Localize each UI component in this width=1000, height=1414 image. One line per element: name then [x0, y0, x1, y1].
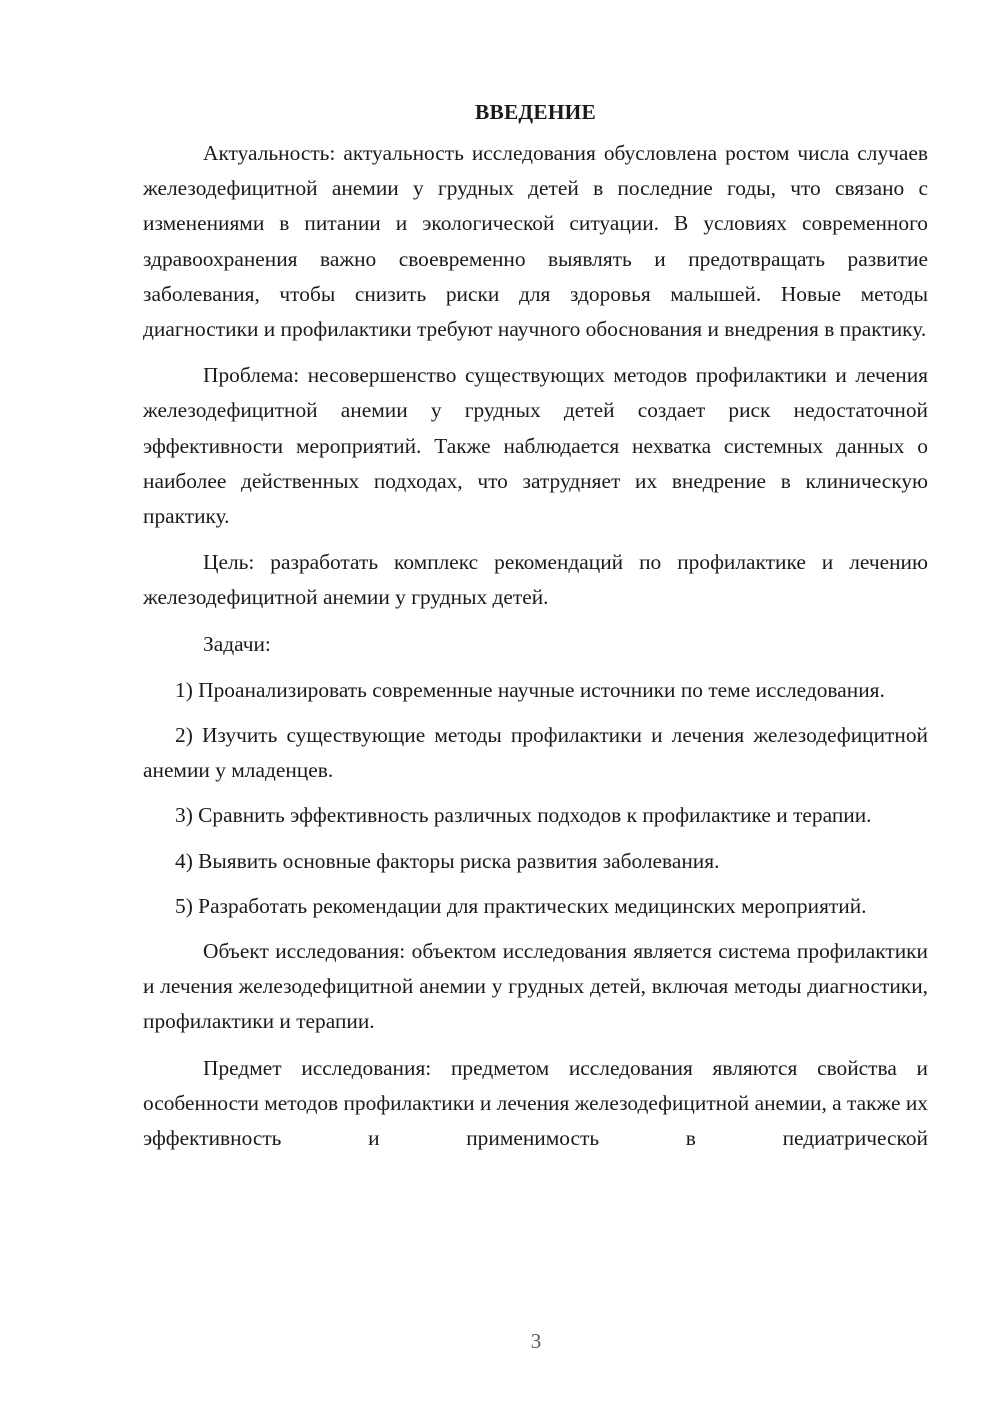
task-item: 4) Выявить основные факторы риска развития заболевания.: [175, 848, 720, 873]
object-paragraph: Объект исследования: объектом исследования является система профилактики и лечения железодефицитной анемии у грудных детей, включая методы диагностики, профилактики и терапии.: [143, 939, 928, 1034]
relevance-paragraph: Актуальность: актуальность исследования обусловлена ростом числа случаев железодефицитной анемии у грудных детей в последние годы, что связано с изменениями в питании и экологической ситуации. В условиях современного здравоохранения важно своевременно выявлять и предотвращать развитие заболевания, чтобы снизить риски для здоровья малышей. Новые методы диагностики и профилактики требуют научного обоснования и внедрения в практику.: [143, 141, 928, 342]
goal-paragraph: Цель: разработать комплекс рекомендаций по профилактике и лечению железодефицитной анемии у грудных детей.: [143, 550, 928, 610]
task-item: 5) Разработать рекомендации для практических медицинских мероприятий.: [175, 893, 867, 918]
task-item: 1) Проанализировать современные научные источники по теме исследования.: [175, 677, 885, 702]
section-title: ВВЕДЕНИЕ: [475, 100, 596, 124]
tasks-heading: Задачи:: [203, 631, 271, 656]
document-body: [143, 95, 928, 1156]
page-number: 3: [530, 1329, 542, 1353]
tasks-list: [143, 673, 928, 924]
subject-paragraph: Предмет исследования: предметом исследования являются свойства и особенности методов профилактики и лечения железодефицитной анемии, а также их эффективность и применимость в педиатрической: [143, 1055, 928, 1151]
problem-paragraph: Проблема: несовершенство существующих методов профилактики и лечения железодефицитной анемии у грудных детей создает риск недостаточной эффективности мероприятий. Также наблюдается нехватка системных данных о наиболее действенных подходах, что затрудняет их внедрение в клиническую практику.: [143, 363, 928, 529]
task-item: 2) Изучить существующие методы профилактики и лечения железодефицитной анемии у младенцев.: [143, 723, 928, 783]
task-item: 3) Сравнить эффективность различных подходов к профилактике и терапии.: [175, 803, 872, 828]
